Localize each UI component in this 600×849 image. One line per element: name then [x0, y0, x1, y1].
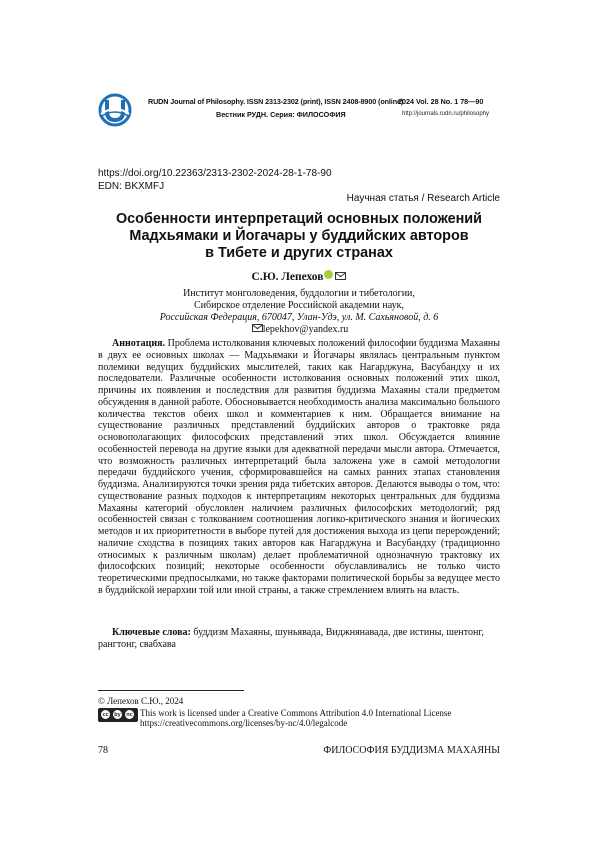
email-line	[98, 324, 500, 336]
article-title	[98, 211, 500, 262]
keywords-text: буддизм Махаяны, шуньявада, Виджнянавада, две истины, шентонг, рангтонг, свабхава	[98, 627, 484, 650]
title-line: Особенности интерпретаций основных положений	[115, 211, 483, 227]
doi-block	[98, 167, 332, 193]
journal-issn-line: RUDN Journal of Philosophy. ISSN 2313-2302 (print), ISSN 2408-8900 (online)	[148, 97, 404, 106]
abstract	[98, 338, 500, 597]
orcid-icon[interactable]	[324, 270, 333, 279]
cc-icon: cc	[100, 709, 111, 720]
issue-info: 2024 Vol. 28 No. 1 78—90	[398, 97, 484, 106]
copyright: © Лепехов С.Ю., 2024	[98, 696, 184, 706]
envelope-icon	[252, 324, 263, 332]
doi-link[interactable]: https://doi.org/10.22363/2313-2302-2024-28-1-78-90	[98, 168, 332, 179]
title-line: Мадхьямаки и Йогачары у буддийских авторов	[129, 228, 469, 244]
running-title: ФИЛОСОФИЯ БУДДИЗМА МАХАЯНЫ	[323, 745, 500, 756]
abstract-label: Аннотация.	[112, 338, 166, 349]
title-line: в Тибете и других странах	[205, 245, 393, 261]
license-url-link[interactable]: https://creativecommons.org/licenses/by-nc/4.0/legalcode	[140, 718, 348, 728]
journal-url-link[interactable]: http://journals.rudn.ru/philosophy	[402, 111, 490, 117]
cc-by-icon: by	[112, 709, 123, 720]
affiliation-line: Институт монголоведения, буддологии и тибетологии,	[183, 288, 415, 299]
rudn-logo-icon	[98, 92, 132, 128]
edn-code: EDN: BKXMFJ	[98, 181, 165, 192]
cc-license-icon[interactable]	[98, 708, 138, 722]
author-name: С.Ю. Лепехов	[251, 271, 324, 283]
license-text: This work is licensed under a Creative Commons Attribution 4.0 International License	[140, 708, 452, 718]
keywords-label: Ключевые слова:	[112, 627, 191, 638]
affiliation	[98, 288, 500, 336]
abstract-text: Проблема истолкования ключевых положений философии буддизма Махаяны в двух ее основных школах — Мадхьямаки и Йогачары являлась центральным пунктом полемики ведущих буддийских мыслителей, таких как Нагарджуна, Васубандху и их последователи. Различные особенности истолкования основных положений этих школ, причины их появления и последствия для развития буддизма Махаяны стали предметом обсуждения в данной работе. Обосновывается необходимость анализа максимально большого количества текстов обеих школ и комментариев к ним. Обращается внимание на существование различных представлений буддийских авторов о трактовке ряда основополагающих философских представлений этих школ. Обсуждается влияние особенностей перевода на другие языки для адекватной передачи мысли автора. Отмечается, что возможность различных интерпретаций была заложена уже в самой методологии передачи буддийского учения, сформировавшейся на самых ранних этапах становления буддизма. Анализируются точки зрения ряда тибетских авторов. Делаются выводы о том, что: существование разных подходов к интерпретациям некоторых центральных для буддизма Махаяны категорий обусловлен наличием различных философских методологий; ряд особенностей связан с толкованием соотношения логико-критического знания и йогических методов и их приоритетности в выборе путей для достижения выхода из цепи перерождений; наличие сходства в позициях таких авторов как Нагарджуна и Васубандху (традиционно относимых к различным школам) делает проблематичной однозначную трактовку их философских позиций; некоторые особенности обуславливались не только чисто теоретическими предпосылками, но также факторами политической борьбы за ведущее место в буддийской иерархии той или иной страны, а также стремлением влиять на власть.	[98, 338, 501, 596]
affiliation-line: Сибирское отделение Российской академии наук,	[193, 299, 405, 311]
footnote-divider	[98, 690, 244, 691]
page-number: 78	[98, 745, 108, 756]
author-line	[98, 270, 500, 283]
article-type: Научная статья / Research Article	[346, 193, 500, 204]
email-link[interactable]: lepekhov@yandex.ru	[262, 323, 349, 335]
journal-russian-name: Вестник РУДН. Серия: ФИЛОСОФИЯ	[216, 110, 346, 119]
envelope-icon[interactable]	[335, 272, 346, 280]
cc-nc-icon: nc	[124, 709, 135, 720]
keywords	[98, 627, 500, 651]
affiliation-address: Российская Федерация, 670047, Улан-Удэ, ул. М. Сахьяновой, д. 6	[159, 311, 439, 323]
